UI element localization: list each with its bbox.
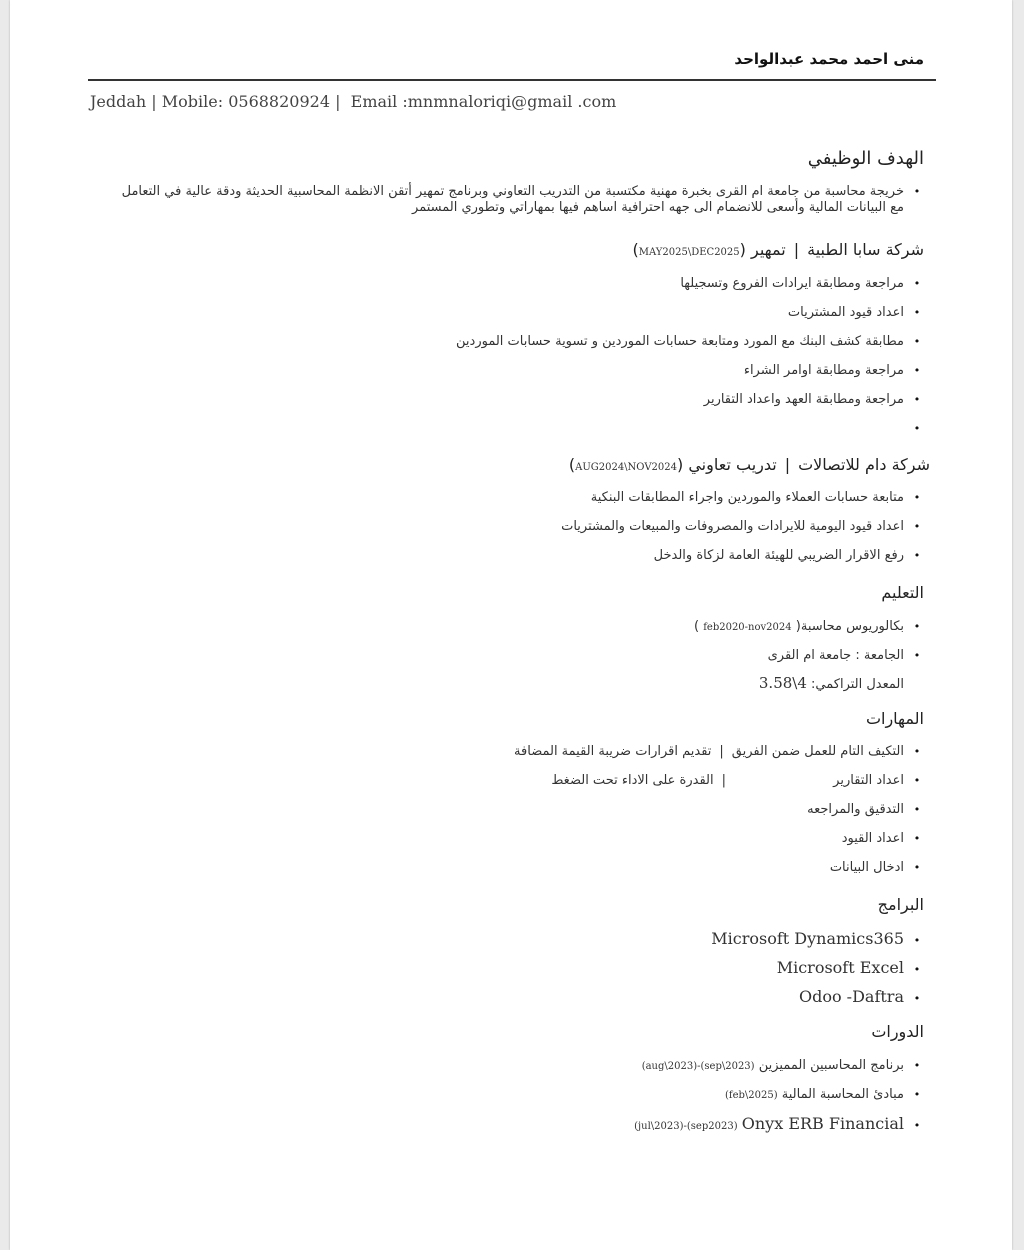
job2-item-text: رفع الاقرار الضريبي للهيئة العامة لزكاة والدخل: [653, 548, 904, 563]
job1-dates: MAY2025\DEC2025: [638, 247, 740, 258]
course-dates: (jul\2023)-(sep2023): [634, 1121, 738, 1132]
resume-page: [10, 0, 1012, 1250]
bullet-icon: •: [913, 861, 921, 874]
degree-dates: feb2020-nov2024: [703, 622, 792, 633]
bullet-icon: •: [913, 335, 921, 348]
job2-company: شركة دام للاتصالات: [798, 455, 930, 474]
bullet-icon: •: [913, 774, 921, 787]
gpa-label: المعدل التراكمي:: [811, 677, 904, 692]
job1-item: [788, 305, 930, 320]
course-dates: (feb\2025): [724, 1090, 778, 1101]
course-name: برنامج المحاسبين المميزين: [758, 1058, 904, 1073]
job1-item-text: اعداد قيود المشتريات: [787, 305, 904, 320]
course-item: [634, 1114, 930, 1133]
gpa-value: 3.58\4: [758, 674, 807, 692]
job2-dates: AUG2024\NOV2024: [575, 462, 677, 473]
job1-item-text: مراجعة ومطابقة اوامر الشراء: [743, 363, 904, 378]
job2-heading: شركة دام للاتصالات|تدريب تعاوني (AUG2024\NOV2024): [568, 455, 930, 474]
skill-row: •اعداد التقارير|القدرة على الاداء تحت الضغط: [551, 773, 930, 788]
software-text: Microsoft Excel: [776, 958, 904, 977]
software-text: Microsoft Dynamics365: [711, 929, 904, 948]
job2-item: [561, 519, 930, 534]
skill-row: [842, 831, 930, 846]
bullet-icon: •: [913, 934, 921, 947]
skill-row: [830, 860, 930, 875]
bullet-icon: •: [913, 185, 921, 198]
bullet-icon: •: [913, 1119, 921, 1132]
bullet-icon: •: [913, 745, 921, 758]
job2-item: [654, 548, 930, 563]
bullet-icon: •: [913, 422, 921, 435]
skill-text: تقديم اقرارات ضريبة القيمة المضافة: [514, 744, 712, 759]
software-item: [711, 929, 930, 948]
skill-text: اعداد القيود: [841, 831, 904, 846]
bullet-icon: •: [913, 364, 921, 377]
job1-heading: شركة سابا الطبية|تمهير (MAY2025\DEC2025): [632, 240, 924, 259]
education-item: •بكالوريوس محاسبة( feb2020-nov2024 ): [694, 619, 930, 634]
education-item: [768, 648, 930, 663]
bullet-icon: •: [913, 963, 921, 976]
education-heading: التعليم: [881, 583, 924, 602]
skill-text: التدقيق والمراجعه: [807, 802, 904, 817]
skill-text: التكيف التام للعمل ضمن الفريق: [731, 744, 904, 759]
job1-type: تمهير: [750, 240, 786, 259]
job1-item: [704, 392, 930, 407]
bullet-icon: •: [913, 393, 921, 406]
job1-item: [680, 276, 930, 291]
bullet-icon: •: [913, 832, 921, 845]
bullet-icon: •: [913, 277, 921, 290]
course-item: [725, 1087, 930, 1102]
job1-item: [904, 421, 930, 436]
skills-heading: المهارات: [865, 709, 924, 728]
skill-text: اعداد التقارير: [833, 773, 904, 788]
bullet-icon: •: [913, 1059, 921, 1072]
bullet-icon: •: [913, 992, 921, 1005]
skill-text: القدرة على الاداء تحت الضغط: [551, 773, 714, 788]
gpa-line: [759, 674, 904, 692]
skill-row: [807, 802, 930, 817]
job2-item: [591, 490, 930, 505]
objective-item: [110, 184, 930, 216]
candidate-name: منى احمد محمد عبدالواحد: [734, 50, 924, 68]
job2-item-text: متابعة حسابات العملاء والموردين واجراء المطابقات البنكية: [590, 490, 904, 505]
course-name: Onyx ERB Financial: [741, 1114, 904, 1133]
job2-type: تدريب تعاوني: [688, 455, 777, 474]
objective-text: خريجة محاسبة من جامعة ام القرى بخبرة مهنية مكتسبة من التدريب التعاوني وبرنامج تمهير أتقن الانظمة المحاسبية الحديثة ودقة عالية في التعامل مع البيانات المالية وأسعى للانضمام الى جهه احترافية اساهم فيها بمهاراتي وتطوري المستمر: [121, 184, 904, 215]
skill-text: ادخال البيانات: [829, 860, 904, 875]
contact-line: Jeddah | Mobile: 0568820924 | Email :mnmnaloriqi@gmail .com: [90, 92, 617, 111]
software-text: Odoo -Daftra: [798, 987, 904, 1006]
software-item: [777, 958, 930, 977]
job1-item: [744, 363, 930, 378]
degree-text: بكالوريوس محاسبة: [800, 619, 904, 634]
job1-item: [456, 334, 930, 349]
bullet-icon: •: [913, 549, 921, 562]
software-item: [799, 987, 930, 1006]
course-dates: (aug\2023)-(sep\2023): [641, 1061, 755, 1072]
courses-heading: الدورات: [871, 1022, 924, 1041]
software-heading: البرامج: [877, 895, 924, 914]
objective-heading: الهدف الوظيفي: [807, 148, 924, 169]
bullet-icon: •: [913, 649, 921, 662]
header-divider: [88, 79, 936, 81]
course-name: مبادئ المحاسبة المالية: [781, 1087, 904, 1102]
job2-item-text: اعداد قيود اليومية للايرادات والمصروفات والمبيعات والمشتريات: [561, 519, 904, 534]
bullet-icon: •: [913, 520, 921, 533]
university-text: الجامعة : جامعة ام القرى: [767, 648, 904, 663]
job1-item-text: مراجعة ومطابقة ايرادات الفروع وتسجيلها: [680, 276, 904, 291]
bullet-icon: •: [913, 306, 921, 319]
bullet-icon: •: [913, 803, 921, 816]
course-item: [642, 1058, 930, 1073]
job1-item-text: مراجعة ومطابقة العهد واعداد التقارير: [703, 392, 904, 407]
job1-item-text: مطابقة كشف البنك مع المورد ومتابعة حسابات الموردين و تسوية حسابات الموردين: [456, 334, 904, 349]
skill-row: •التكيف التام للعمل ضمن الفريق|تقديم اقرارات ضريبة القيمة المضافة: [514, 744, 930, 759]
bullet-icon: •: [913, 491, 921, 504]
bullet-icon: •: [913, 620, 921, 633]
bullet-icon: •: [913, 1088, 921, 1101]
job1-company: شركة سابا الطبية: [807, 240, 924, 259]
